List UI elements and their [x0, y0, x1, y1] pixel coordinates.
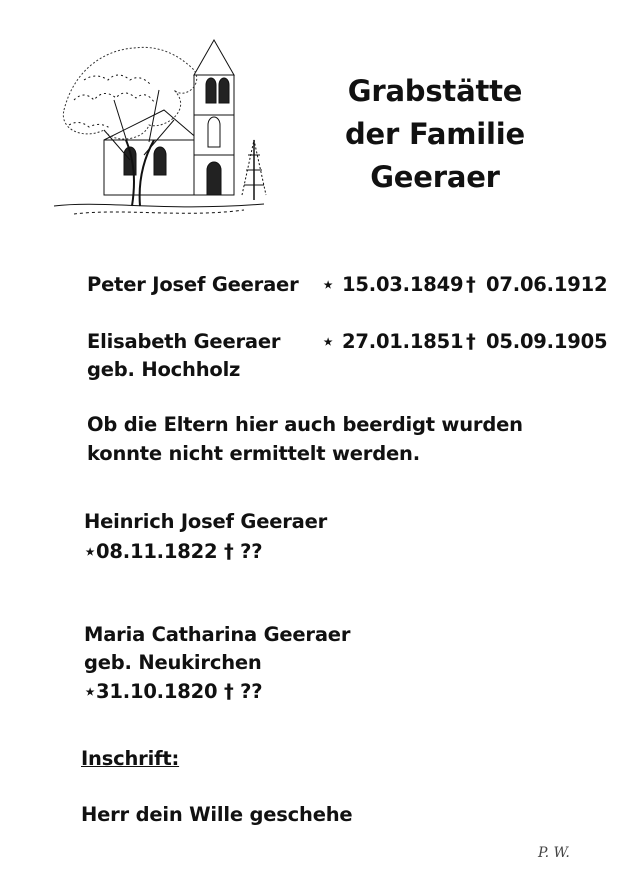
- entry-peter: [0, 272, 640, 298]
- church-tree-illustration: [44, 30, 276, 222]
- birth-date: ⋆ 15.03.1849: [322, 273, 464, 296]
- entry-name: Elisabeth Geeraer: [87, 330, 281, 353]
- entry-maiden-name: geb. Hochholz: [87, 358, 241, 381]
- birth-star-icon: ⋆: [322, 330, 335, 353]
- title-line: Geeraer: [370, 160, 500, 194]
- birth-star-icon: ⋆: [322, 273, 335, 296]
- signature: P. W.: [538, 845, 570, 861]
- death-cross-icon: †: [466, 330, 476, 353]
- entry-name: Peter Josef Geeraer: [87, 273, 299, 296]
- entry-elisabeth: [0, 329, 640, 355]
- note-line: Ob die Eltern hier auch beerdigt wurden: [87, 413, 523, 436]
- death-date: † 05.09.1905: [466, 330, 608, 353]
- entry-name-heinrich: Heinrich Josef Geeraer: [84, 510, 328, 533]
- inscription-label: Inschrift:: [81, 747, 180, 770]
- death-date: † 07.06.1912: [466, 273, 608, 296]
- entry-dates-maria: ⋆31.10.1820 † ??: [84, 680, 263, 703]
- title-line: der Familie: [344, 117, 525, 151]
- page-title: [320, 70, 550, 199]
- note-line: konnte nicht ermittelt werden.: [87, 442, 420, 465]
- birth-date: ⋆ 27.01.1851: [322, 330, 464, 353]
- entry-maiden-name-maria: geb. Neukirchen: [84, 651, 262, 674]
- title-line: Grabstätte: [347, 74, 523, 108]
- entry-dates-heinrich: ⋆08.11.1822 † ??: [84, 540, 263, 563]
- inscription-text: Herr dein Wille geschehe: [81, 803, 353, 826]
- death-cross-icon: †: [466, 273, 476, 296]
- entry-name-maria: Maria Catharina Geeraer: [84, 623, 351, 646]
